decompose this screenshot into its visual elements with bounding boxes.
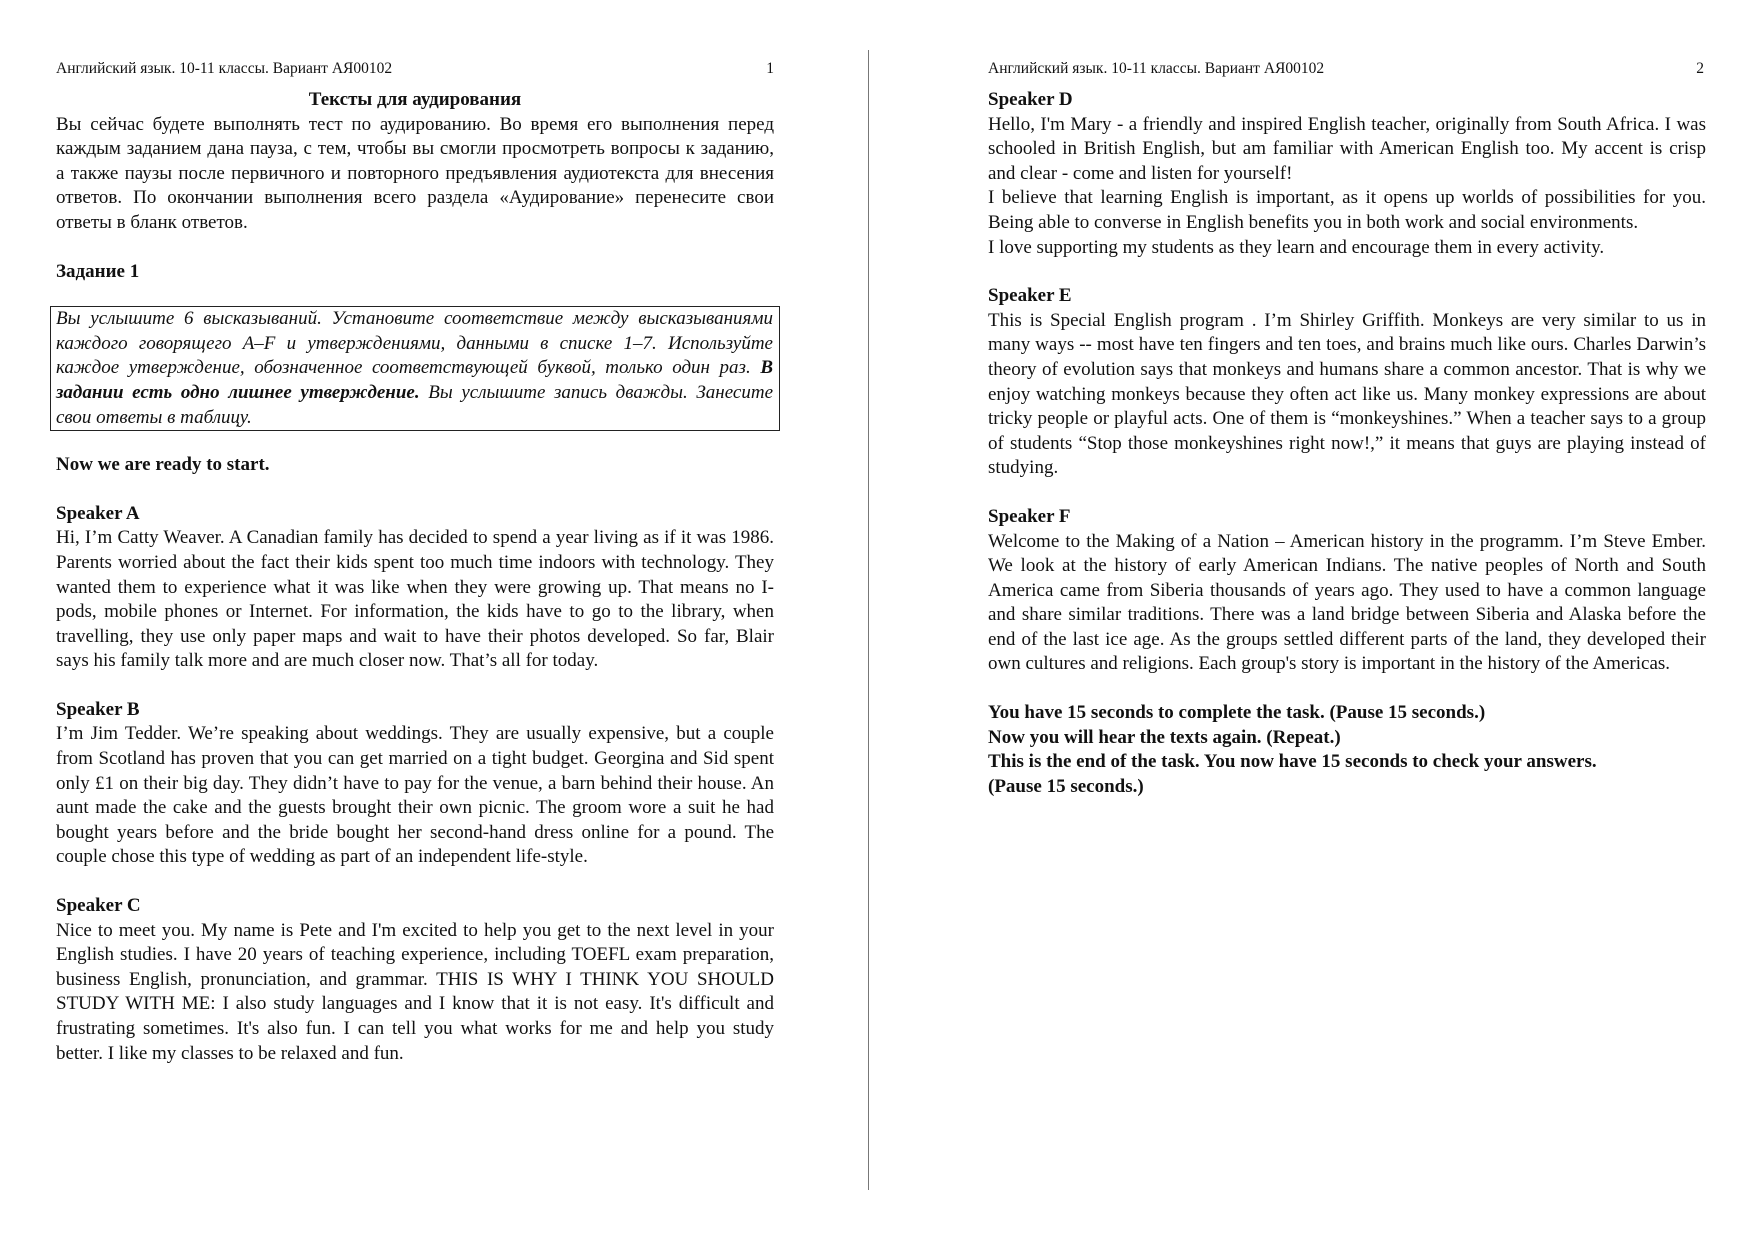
instruction-bold: В задании есть одно лишнее утверждение. (56, 357, 773, 403)
instruction-box (50, 306, 780, 431)
speaker-text: I love supporting my students as they learn and encourage them in every activity. (988, 236, 1605, 258)
intro-paragraph: Вы сейчас будете выполнять тест по аудированию. Во время его выполнения перед каждым заданием дана пауза, с тем, чтобы вы смогли просмотреть вопросы к заданию, а также паузы после первичного и повторного предъявления аудиотекста для внесения ответов. По окончании выполнения всего раздела «Аудирование» перенесите свои ответы в бланк ответов. (56, 113, 774, 233)
page-header (988, 60, 1704, 80)
speaker-text: Welcome to the Making of a Nation – American history in the programm. I’m Steve Ember. We look at the history of early American Indians. The native peoples of North and South America came from Siberia thousands of years ago. They used to have a common language and share similar traditions. There was a land bridge between Siberia and Alaska before the end of the last ice age. As the groups settled different parts of the land, they developed their own cultures and religions. Each group's story is important in the history of the Americas. (988, 530, 1706, 675)
left-column (56, 88, 774, 1066)
speaker-text: Hi, I’m Catty Weaver. A Canadian family has decided to spend a year living as if it was 1986. Parents worried about the fact their kids spent too much time indoors with technology. They wanted them to experience what it was like when they were growing up. That means no I-pods, mobile phones or Internet. For information, the kids have to go to the library, when travelling, they use only paper maps and wait to have their photos developed. So far, Blair says his family talk more and are much closer now. That’s all for today. (56, 527, 774, 672)
speaker-name: Speaker C (56, 895, 141, 917)
ready-line: Now we are ready to start. (56, 454, 270, 476)
speaker-name: Speaker F (988, 505, 1071, 527)
closing-line: (Pause 15 seconds.) (988, 775, 1144, 797)
closing-line: This is the end of the task. You now have 15 seconds to check your answers. (988, 751, 1597, 773)
task-heading: Задание 1 (56, 260, 140, 282)
closing-instructions (988, 701, 1706, 799)
speaker-name: Speaker D (988, 89, 1073, 110)
document-title: Тексты для аудирования (308, 89, 522, 110)
instruction-part1: Вы услышите 6 высказываний. Установите соответствие между высказываниями каждого говорящего A–F и утверждениями, данными в списке 1–7. Используйте каждое утверждение, обозначенное соответствующей буквой, только один раз. (56, 308, 773, 379)
speaker-name: Speaker B (56, 698, 140, 720)
page-header (56, 60, 774, 80)
header-text: Английский язык. 10-11 классы. Вариант АЯ00102 (56, 60, 393, 77)
speaker-text: This is Special English program . I’m Shirley Griffith. Monkeys are very similar to us in many ways -- most have ten fingers and ten toes, and brains much like ours. Charles Darwin’s theory of evolution says that monkeys and humans share a common ancestor. That is why we enjoy watching monkeys because they often act like us. Many monkey expressions are about tricky people or playful acts. One of them is “monkeyshines.” When a teacher says to a group of students “Stop those monkeyshines right now!,” it means that guys are playing instead of studying. (988, 309, 1706, 479)
speaker-section-e (988, 284, 1706, 481)
page-divider (868, 50, 869, 1190)
speaker-section-f (988, 505, 1706, 677)
speaker-text: I believe that learning English is important, as it opens up worlds of possibilities for you. Being able to converse in English benefits you in both work and social environments. (988, 187, 1706, 233)
page-number: 1 (766, 60, 774, 77)
speaker-text: Hello, I'm Mary - a friendly and inspired English teacher, originally from South Africa. I was schooled in British English, but am familiar with American English too. My accent is crisp and clear - come and listen for yourself! (988, 113, 1706, 184)
right-column (988, 88, 1706, 799)
speaker-section-c (56, 894, 774, 1066)
instruction-text (56, 307, 773, 430)
instruction-part2: Вы услышите запись дважды. Занесите свои ответы в таблицу. (56, 381, 774, 428)
speaker-text: Nice to meet you. My name is Pete and I'm excited to help you get to the next level in your English studies. I have 20 years of teaching experience, including TOEFL exam preparation, business English, pronunciation, and grammar. THIS IS WHY I THINK YOU SHOULD STUDY WITH ME: I also study languages and I know that it is not easy. It's difficult and frustrating sometimes. It's also fun. I can tell you what works for me and help you study better. I like my classes to be relaxed and fun. (56, 919, 774, 1064)
speaker-name: Speaker A (56, 502, 140, 524)
speaker-name: Speaker E (988, 285, 1072, 307)
closing-line: You have 15 seconds to complete the task. (Pause 15 seconds.) (988, 702, 1486, 724)
speaker-section-d (988, 88, 1706, 260)
page-number: 2 (1696, 60, 1704, 77)
speaker-section-a (56, 502, 774, 674)
closing-line: Now you will hear the texts again. (Repeat.) (988, 726, 1341, 748)
header-text: Английский язык. 10-11 классы. Вариант АЯ00102 (988, 60, 1325, 77)
speaker-section-b (56, 698, 774, 870)
speaker-text: I’m Jim Tedder. We’re speaking about weddings. They are usually expensive, but a couple from Scotland has proven that you can get married on a tight budget. Georgina and Sid spent only £1 on their big day. They didn’t have to pay for the venue, a barn behind their house. An aunt made the cake and the guests brought their own picnic. The groom wore a suit he had bought years before and the bride bought her second-hand dress online for a pound. The couple chose this type of wedding as part of an independent life-style. (56, 723, 774, 868)
